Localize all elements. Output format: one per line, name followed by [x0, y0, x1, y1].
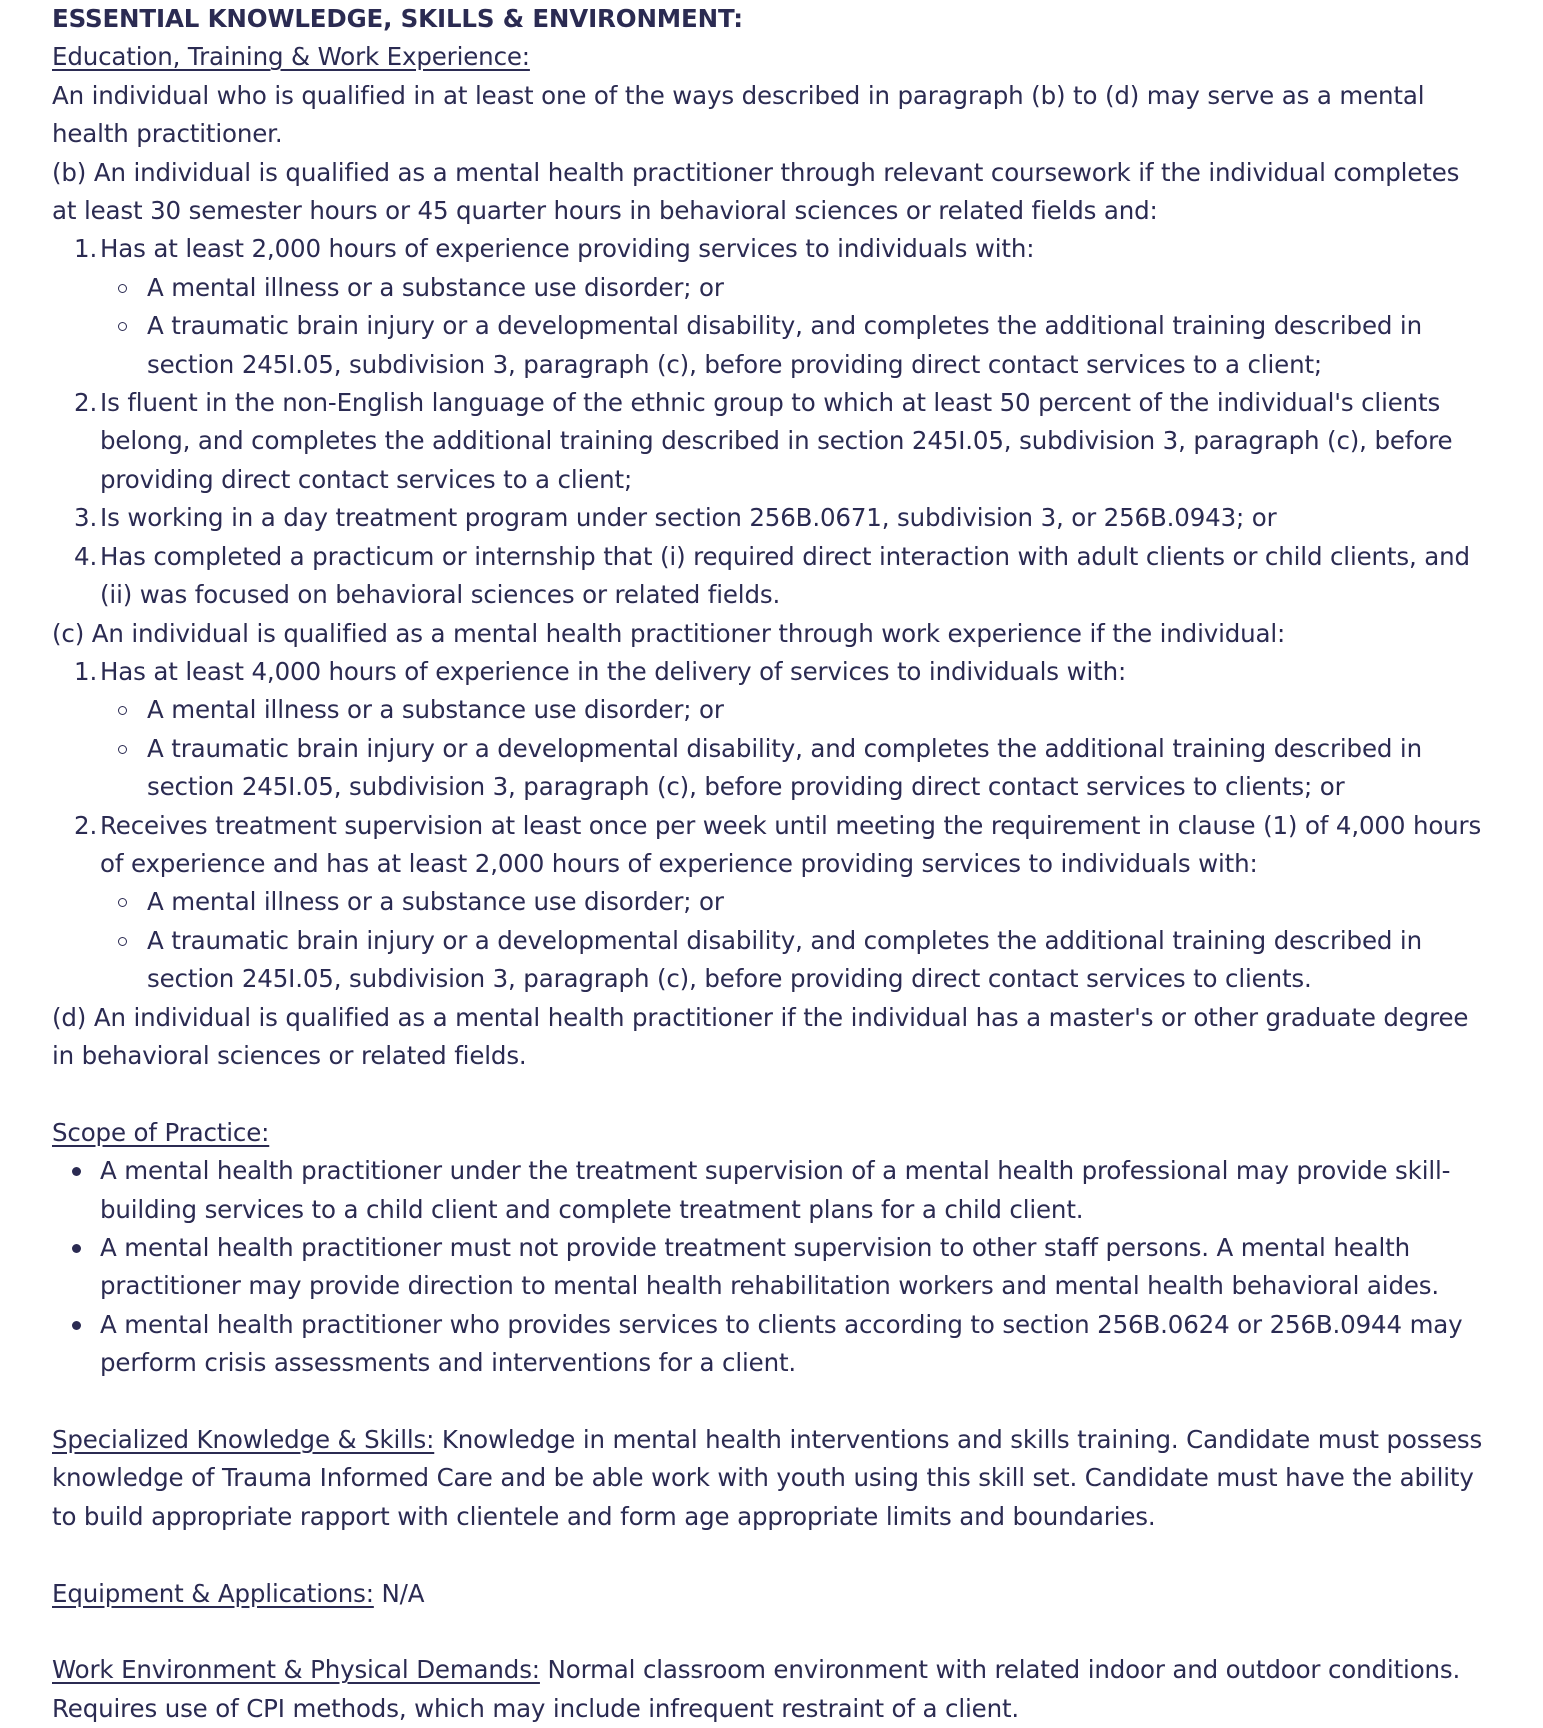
list-number: 1.: [74, 234, 98, 264]
spacer: [52, 1536, 1491, 1574]
sub-list-item: A traumatic brain injury or a developmental disability, and completes the additional training described in section 245I.05, subdivision 3, paragraph (c), before providing direct contact services to a client;: [100, 307, 1491, 384]
scope-label: Scope of Practice:: [52, 1117, 270, 1147]
spacer: [52, 1075, 1491, 1113]
list-item: [52, 230, 1491, 384]
sub-list-item: A traumatic brain injury or a developmental disability, and completes the additional training described in section 245I.05, subdivision 3, paragraph (c), before providing direct contact services to clients; or: [100, 730, 1491, 807]
section-heading: ESSENTIAL KNOWLEDGE, SKILLS & ENVIRONMENT:: [52, 4, 743, 33]
scope-list: [52, 1152, 1491, 1382]
list-item: [52, 807, 1491, 999]
list-number: 2.: [74, 810, 98, 840]
scope-list-item: A mental health practitioner who provides services to clients according to section 256B.0624 or 256B.0944 may perform crisis assessments and interventions for a client.: [52, 1306, 1491, 1383]
spacer: [52, 1383, 1491, 1421]
list-item-text: Is working in a day treatment program under section 256B.0671, subdivision 3, or 256B.0943; or: [100, 503, 1277, 533]
scope-paragraph: [52, 1114, 1491, 1152]
paragraph-c-list: [52, 653, 1491, 999]
scope-list-item: A mental health practitioner under the treatment supervision of a mental health professional may provide skill-building services to a child client and complete treatment plans for a child client.: [52, 1152, 1491, 1229]
education-intro: An individual who is qualified in at least one of the ways described in paragraph (b) to (d) may serve as a mental health practitioner.: [52, 80, 1425, 149]
list-item-text: Is fluent in the non-English language of the ethnic group to which at least 50 percent of the individual's clients belong, and completes the additional training described in section 245I.05, subdivision 3, paragraph (c), before providing direct contact services to a client;: [100, 388, 1453, 494]
list-number: 1.: [74, 656, 98, 686]
education-label: Education, Training & Work Experience:: [52, 42, 530, 72]
scope-list-item: A mental health practitioner must not provide treatment supervision to other staff persons. A mental health practitioner may provide direction to mental health rehabilitation workers and mental health behavioral aides.: [52, 1229, 1491, 1306]
list-number: 4.: [74, 541, 98, 571]
list-number: 3.: [74, 503, 98, 533]
sub-list-item: A mental illness or a substance use disorder; or: [100, 691, 1491, 729]
sub-list-item: A mental illness or a substance use disorder; or: [100, 269, 1491, 307]
list-item: [52, 538, 1491, 615]
paragraph-b: (b) An individual is qualified as a mental health practitioner through relevant coursework if the individual completes at least 30 semester hours or 45 quarter hours in behavioral sciences or related fields and:: [52, 157, 1460, 226]
sub-list-item: A mental illness or a substance use disorder; or: [100, 883, 1491, 921]
environment-text: Normal classroom environment with related indoor and outdoor conditions. Requires use of CPI methods, which may include infrequent restraint of a client.: [52, 1655, 1461, 1723]
list-item-text: Has at least 4,000 hours of experience in the delivery of services to individuals with:: [100, 656, 1127, 686]
equipment-label: Equipment & Applications:: [52, 1578, 374, 1608]
skills-label: Specialized Knowledge & Skills:: [52, 1425, 435, 1454]
list-item-text: Has completed a practicum or internship that (i) required direct interaction with adult clients or child clients, and (ii) was focused on behavioral sciences or related fields.: [100, 541, 1470, 610]
equipment-paragraph: [52, 1575, 1491, 1613]
list-item: [52, 499, 1491, 537]
sub-list-item: A traumatic brain injury or a developmental disability, and completes the additional training described in section 245I.05, subdivision 3, paragraph (c), before providing direct contact services to clients.: [100, 922, 1491, 999]
paragraph-b-list: [52, 230, 1491, 614]
skills-paragraph: [52, 1421, 1491, 1536]
list-item-text: Receives treatment supervision at least once per week until meeting the requirement in clause (1) of 4,000 hours of experience and has at least 2,000 hours of experience providing services to individuals with:: [100, 810, 1482, 878]
list-number: 2.: [74, 388, 98, 418]
list-item: [52, 653, 1491, 807]
list-item: [52, 384, 1491, 499]
list-item-text: Has at least 2,000 hours of experience providing services to individuals with:: [100, 234, 1035, 264]
environment-label: Work Environment & Physical Demands:: [52, 1655, 540, 1685]
sub-list: [100, 691, 1491, 806]
spacer: [52, 1613, 1491, 1651]
skills-text: Knowledge in mental health interventions and skills training. Candidate must possess knowledge of Trauma Informed Care and be able work with youth using this skill set. Candidate must have the ability to build appropriate rapport with clientele and form age appropriate limits and boundaries.: [52, 1425, 1483, 1531]
paragraph-c: (c) An individual is qualified as a mental health practitioner through work experience if the individual:: [52, 618, 1286, 648]
sub-list: [100, 883, 1491, 998]
equipment-text: N/A: [373, 1578, 425, 1608]
sub-list: [100, 269, 1491, 384]
education-paragraph: [52, 38, 1491, 76]
environment-paragraph: [52, 1651, 1491, 1728]
paragraph-d: (d) An individual is qualified as a mental health practitioner if the individual has a master's or other graduate degree in behavioral sciences or related fields.: [52, 1002, 1469, 1070]
